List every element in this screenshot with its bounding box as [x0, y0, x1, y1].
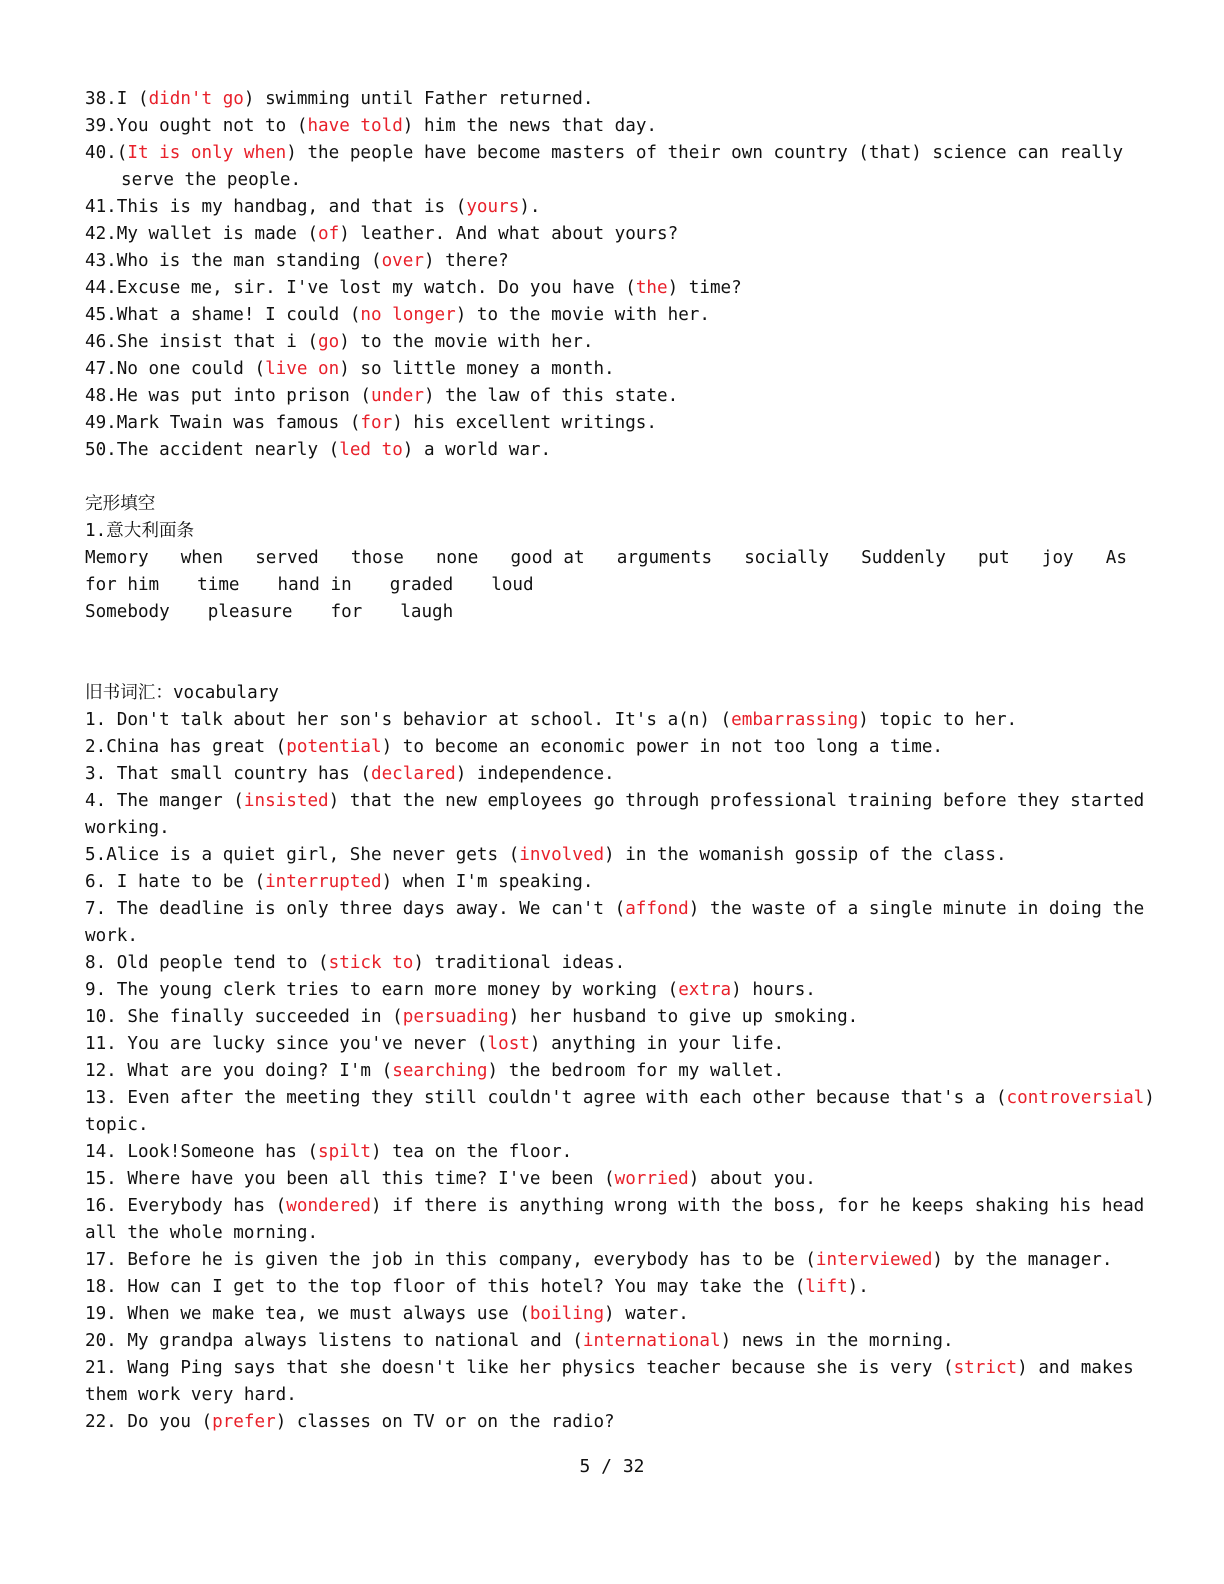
item-text: ). — [847, 1277, 869, 1297]
item-text: Excuse me, sir. I've lost my watch. Do you have ( — [116, 278, 636, 298]
word-bank-word: laugh — [400, 602, 454, 622]
vocab-item-continuation: working. — [85, 818, 170, 838]
answer-text: wondered — [286, 1196, 372, 1216]
item-text: ) her husband to give up smoking. — [508, 1007, 859, 1027]
section-subheading: 1.意大利面条 — [85, 521, 195, 541]
item-text: Where have you been all this time? I've been ( — [127, 1169, 615, 1189]
word-bank-word: arguments — [616, 548, 713, 568]
vocab-item — [85, 1274, 1137, 1301]
item-text: ) so little money a month. — [339, 359, 615, 379]
answer-text: insisted — [243, 791, 329, 811]
word-bank-row — [85, 545, 1127, 572]
vocab-item — [85, 977, 1137, 1004]
grammar-item — [85, 329, 1137, 356]
item-number: 4. — [85, 791, 117, 811]
item-number: 46. — [85, 332, 117, 352]
answer-text: strict — [953, 1358, 1018, 1378]
item-number: 22. — [85, 1412, 128, 1432]
item-number: 21. — [85, 1358, 128, 1378]
item-number: 42. — [85, 224, 117, 244]
item-text: ) to the movie with her. — [339, 332, 594, 352]
answer-text: lift — [805, 1277, 848, 1297]
vocab-item — [85, 896, 1145, 923]
item-text: This is my handbag, and that is ( — [116, 197, 467, 217]
word-bank-word: socially — [744, 548, 829, 568]
grammar-item-continuation: serve the people. — [121, 170, 302, 190]
item-text: ) if there is anything wrong with the boss, for he keeps shaking his head — [371, 1196, 1145, 1216]
item-text: Look!Someone has ( — [127, 1142, 319, 1162]
grammar-item — [85, 383, 1137, 410]
vocab-item — [85, 1058, 1137, 1085]
item-number: 45. — [85, 305, 117, 325]
item-number: 16. — [85, 1196, 128, 1216]
word-bank-word: for him — [85, 575, 160, 595]
item-text: ) to the movie with her. — [455, 305, 710, 325]
item-text: ) that the new employees go through professional training before they started — [328, 791, 1145, 811]
item-text: ). — [519, 197, 541, 217]
item-text: Don't talk about her son's behavior at school. It's a(n) ( — [116, 710, 732, 730]
answer-text: interrupted — [265, 872, 382, 892]
grammar-item — [85, 302, 1137, 329]
item-text: Who is the man standing ( — [116, 251, 382, 271]
answer-text: embarrassing — [731, 710, 859, 730]
item-text: ) classes on TV or on the radio? — [275, 1412, 615, 1432]
item-text: ) and makes — [1017, 1358, 1134, 1378]
grammar-item — [85, 410, 1137, 437]
item-text: Mark Twain was famous ( — [116, 413, 361, 433]
item-text: ) anything in your life. — [529, 1034, 785, 1054]
item-number: 7. — [85, 899, 117, 919]
vocab-item — [85, 1031, 1137, 1058]
vocab-item — [85, 1409, 1137, 1436]
vocab-item-continuation: all the whole morning. — [85, 1223, 319, 1243]
vocab-item — [85, 950, 1137, 977]
item-text: What a shame! I could ( — [116, 305, 361, 325]
item-number: 1. — [85, 710, 117, 730]
item-text: ) topic to her. — [858, 710, 1018, 730]
page-number: 5 / 32 — [579, 1456, 645, 1477]
word-bank-word: time — [197, 575, 240, 595]
answer-text: led to — [339, 440, 403, 460]
item-text: Alice is a quiet girl, She never gets ( — [106, 845, 520, 865]
vocab-item — [85, 869, 1137, 896]
vocabulary-section — [85, 680, 1155, 1436]
item-text: ) traditional ideas. — [413, 953, 626, 973]
item-number: 11. — [85, 1034, 128, 1054]
item-text: ) water. — [604, 1304, 689, 1324]
item-text: ) the waste of a single minute in doing the — [688, 899, 1145, 919]
item-text: ) him the news that day. — [402, 116, 658, 136]
item-number: 5. — [85, 845, 107, 865]
answer-text: under — [371, 386, 424, 406]
answer-text: no longer — [360, 305, 456, 325]
item-text: ( — [116, 143, 128, 163]
word-bank-row — [85, 599, 1137, 626]
section-heading: 完形填空 — [85, 494, 156, 514]
item-text: ) leather. And what about yours? — [339, 224, 679, 244]
item-number: 13. — [85, 1088, 128, 1108]
answer-text: boiling — [529, 1304, 605, 1324]
word-bank-word: hand in — [277, 575, 352, 595]
item-number: 41. — [85, 197, 117, 217]
answer-text: It is only when — [127, 143, 287, 163]
item-text: You ought not to ( — [116, 116, 308, 136]
answer-text: persuading — [402, 1007, 509, 1027]
vocab-item — [85, 1139, 1137, 1166]
item-text: ) independence. — [455, 764, 615, 784]
item-text: I ( — [116, 89, 149, 109]
vocab-item-continuation: topic. — [85, 1115, 149, 1135]
vocab-item — [85, 734, 1137, 761]
item-text: Old people tend to ( — [116, 953, 329, 973]
item-text: Everybody has ( — [127, 1196, 287, 1216]
answer-text: over — [381, 251, 424, 271]
answer-text: live on — [265, 359, 340, 379]
vocab-item — [85, 788, 1145, 815]
word-bank-word: pleasure — [207, 602, 293, 622]
grammar-item — [85, 221, 1137, 248]
item-text: ) to become an economic power in not too long a time. — [381, 737, 944, 757]
document-page — [85, 86, 1155, 1436]
vocab-item-continuation: them work very hard. — [85, 1385, 297, 1405]
answer-text: searching — [392, 1061, 488, 1081]
answer-text: international — [582, 1331, 721, 1351]
item-text: The young clerk tries to earn more money by working ( — [116, 980, 679, 1000]
vocab-item — [85, 1301, 1137, 1328]
item-text: I hate to be ( — [116, 872, 266, 892]
item-text: My grandpa always listens to national and ( — [127, 1331, 583, 1351]
word-bank-word: those — [350, 548, 404, 568]
item-number: 44. — [85, 278, 117, 298]
item-text: When we make tea, we must always use ( — [127, 1304, 530, 1324]
item-text: China has great ( — [106, 737, 287, 757]
item-number: 47. — [85, 359, 117, 379]
item-number: 2. — [85, 737, 107, 757]
item-text: ) the bedroom for my wallet. — [487, 1061, 785, 1081]
answer-text: involved — [519, 845, 605, 865]
item-text: ) by the manager. — [932, 1250, 1113, 1270]
item-text: Wang Ping says that she doesn't like her physics teacher because she is very ( — [127, 1358, 954, 1378]
word-bank-word: good at — [510, 548, 585, 568]
vocab-item — [85, 1004, 1137, 1031]
vocab-item — [85, 707, 1137, 734]
word-bank-word: Suddenly — [861, 548, 946, 568]
item-text: That small country has ( — [116, 764, 371, 784]
grammar-item — [85, 86, 1137, 113]
word-bank-word: Somebody — [85, 602, 170, 622]
item-text: ) time? — [667, 278, 742, 298]
word-bank-word: As — [1105, 548, 1127, 568]
answer-text: controversial — [1006, 1088, 1145, 1108]
item-number: 43. — [85, 251, 117, 271]
answer-text: of — [318, 224, 340, 244]
section-heading: 旧书词汇：vocabulary — [85, 683, 279, 703]
vocab-item — [85, 842, 1137, 869]
item-text: How can I get to the top floor of this hotel? You may take the ( — [127, 1277, 806, 1297]
item-text: He was put into prison ( — [116, 386, 371, 406]
answer-text: stick to — [328, 953, 414, 973]
item-text: ) the law of this state. — [423, 386, 679, 406]
item-text: The accident nearly ( — [116, 440, 340, 460]
answer-text: the — [635, 278, 668, 298]
item-number: 19. — [85, 1304, 128, 1324]
grammar-item — [85, 140, 1137, 167]
item-text: ) when I'm speaking. — [381, 872, 594, 892]
vocab-item — [85, 761, 1137, 788]
word-bank-word: loud — [491, 575, 534, 595]
item-text: You are lucky since you've never ( — [127, 1034, 488, 1054]
grammar-list — [85, 86, 1137, 464]
word-bank-word: put — [977, 548, 1010, 568]
item-text: Do you ( — [127, 1412, 213, 1432]
grammar-item — [85, 275, 1137, 302]
item-text: Even after the meeting they still couldn't agree with each other because that's a ( — [127, 1088, 1007, 1108]
item-text: ) a world war. — [402, 440, 552, 460]
word-bank-word: Memory — [85, 548, 149, 568]
vocab-item-continuation: work. — [85, 926, 138, 946]
vocab-item — [85, 1247, 1137, 1274]
item-number: 6. — [85, 872, 117, 892]
item-number: 9. — [85, 980, 117, 1000]
vocab-item — [85, 1355, 1137, 1382]
item-number: 12. — [85, 1061, 128, 1081]
word-bank-word: joy — [1041, 548, 1074, 568]
item-text: My wallet is made ( — [116, 224, 319, 244]
item-text: ) — [1144, 1088, 1155, 1108]
answer-text: didn't go — [148, 89, 244, 109]
answer-text: declared — [371, 764, 456, 784]
item-text: ) the people have become masters of their own country (that) science can really — [286, 143, 1124, 163]
word-bank-word: graded — [389, 575, 454, 595]
grammar-item — [85, 356, 1137, 383]
item-number: 10. — [85, 1007, 128, 1027]
vocab-item — [85, 1166, 1137, 1193]
item-number: 20. — [85, 1331, 128, 1351]
answer-text: affond — [625, 899, 689, 919]
word-bank-word: when — [180, 548, 224, 568]
vocab-item — [85, 1328, 1137, 1355]
item-text: Before he is given the job in this company, everybody has to be ( — [127, 1250, 816, 1270]
answer-text: extra — [678, 980, 732, 1000]
item-text: ) swimming until Father returned. — [243, 89, 594, 109]
item-number: 15. — [85, 1169, 128, 1189]
item-number: 48. — [85, 386, 117, 406]
grammar-item — [85, 113, 1137, 140]
word-bank-word: none — [435, 548, 479, 568]
answer-text: prefer — [212, 1412, 276, 1432]
item-number: 18. — [85, 1277, 128, 1297]
answer-text: potential — [286, 737, 382, 757]
grammar-item — [85, 248, 1137, 275]
grammar-item — [85, 437, 1137, 464]
item-number: 38. — [85, 89, 117, 109]
item-text: She insist that i ( — [116, 332, 319, 352]
item-text: What are you doing? I'm ( — [127, 1061, 393, 1081]
answer-text: worried — [614, 1169, 689, 1189]
item-text: ) there? — [423, 251, 509, 271]
item-number: 17. — [85, 1250, 128, 1270]
item-text: ) hours. — [731, 980, 816, 1000]
answer-text: go — [318, 332, 340, 352]
item-text: No one could ( — [116, 359, 266, 379]
item-text: The manger ( — [116, 791, 244, 811]
item-text: ) news in the morning. — [720, 1331, 954, 1351]
item-text: She finally succeeded in ( — [127, 1007, 403, 1027]
item-text: ) in the womanish gossip of the class. — [604, 845, 1007, 865]
answer-text: lost — [487, 1034, 530, 1054]
item-text: ) his excellent writings. — [392, 413, 657, 433]
item-number: 39. — [85, 116, 117, 136]
item-number: 49. — [85, 413, 117, 433]
word-bank-word: served — [255, 548, 319, 568]
item-number: 8. — [85, 953, 117, 973]
item-text: The deadline is only three days away. We can't ( — [116, 899, 626, 919]
answer-text: have told — [307, 116, 403, 136]
item-text: ) tea on the floor. — [371, 1142, 573, 1162]
answer-text: spilt — [318, 1142, 372, 1162]
word-bank-word: for — [330, 602, 363, 622]
grammar-item — [85, 194, 1137, 221]
vocab-item — [85, 1085, 1155, 1112]
answer-text: for — [360, 413, 393, 433]
cloze-section — [85, 491, 1137, 626]
item-text: ) about you. — [688, 1169, 816, 1189]
item-number: 14. — [85, 1142, 128, 1162]
answer-text: yours — [466, 197, 520, 217]
word-bank-row — [85, 572, 1137, 599]
item-number: 40. — [85, 143, 117, 163]
vocab-item — [85, 1193, 1145, 1220]
item-number: 3. — [85, 764, 117, 784]
item-number: 50. — [85, 440, 117, 460]
answer-text: interviewed — [815, 1250, 933, 1270]
